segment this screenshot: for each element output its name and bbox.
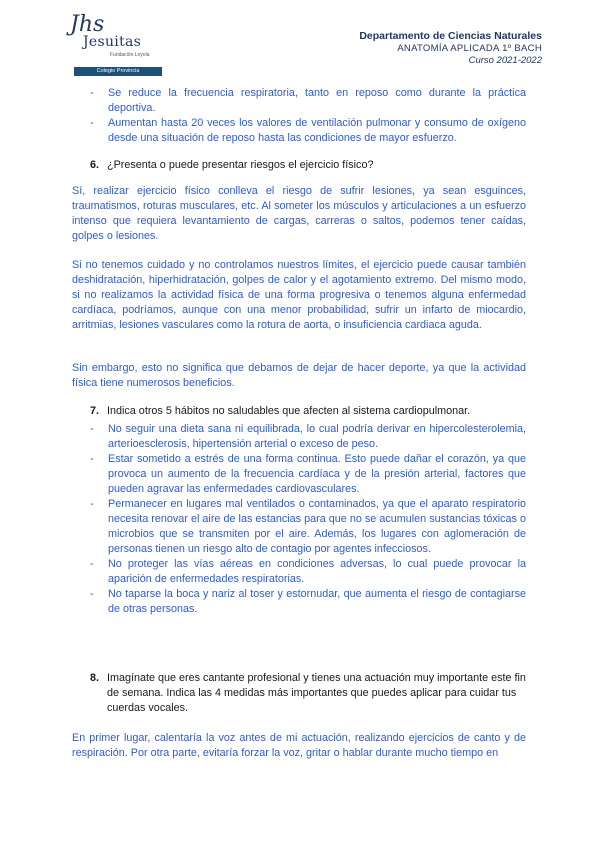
question-text: ¿Presenta o puede presentar riesgos el ejercicio físico? (107, 159, 374, 171)
question-6 (90, 158, 526, 173)
q6-answer-1: Sí, realizar ejercicio físico conlleva el riesgo de sufrir lesiones, ya sean esguinces, traumatismos, roturas musculares, etc. Al someter los músculos y articulaciones a un esfuerzo intenso que requiera levantamiento de cargas, carreras o saltos, podemos tener caídas, golpes o lesiones. (72, 185, 526, 242)
logo-name: Jesuitas (83, 34, 142, 50)
list-item: - No taparse la boca y nariz al toser y estornudar, que aumenta el riesgo de contagiarse de otras personas. (90, 587, 526, 617)
q7-list (90, 422, 526, 617)
school-logo (70, 12, 168, 74)
logo-subtitle: Fundación Loyola (110, 52, 150, 58)
logo-mark: Jhs (70, 12, 105, 37)
list-item: - No proteger las vías aéreas en condiciones adversas, lo cual puede provocar la aparición de enfermedades respiratorias. (90, 557, 526, 587)
question-7 (90, 404, 526, 419)
list-item: - Aumentan hasta 20 veces los valores de ventilación pulmonar y consumo de oxígeno desde una situación de reposo hasta las condiciones de mayor esfuerzo. (90, 116, 526, 146)
list-item: - Estar sometido a estrés de una forma continua. Esto puede dañar el corazón, ya que provoca un aumento de la frecuencia cardíaca y de la presión arterial, factores que pueden agravar las enfermedades cardiovasculares. (90, 452, 526, 497)
question-number: 6. (90, 159, 100, 171)
question-text: Imagínate que eres cantante profesional y tienes una actuación muy importante este fin de semana. Indica las 4 medidas más importantes que puedes aplicar para cuidar tus cuerdas vocales. (107, 672, 526, 714)
q6-answer-2: Si no tenemos cuidado y no controlamos nuestros límites, el ejercicio puede causar también deshidratación, hiperhidratación, golpes de calor y el agotamiento extremo. Del mismo modo, si no realizamos la actividad física de una forma progresiva o tenemos alguna enfermedad cardíaca, podríamos, aunque con una menor probabilidad, sufrir un infarto de miocardio, arritmias, lesiones vasculares como la rotura de aorta, o insuficiencia cardiaca aguda. (72, 259, 526, 331)
q8-answer: En primer lugar, calentaría la voz antes de mi actuación, realizando ejercicios de canto y de respiración. Por otra parte, evitaría forzar la voz, gritar o hablar durante mucho tiempo en (72, 732, 526, 759)
list-item: - Se reduce la frecuencia respiratoria, tanto en reposo como durante la práctica deportiva. (90, 86, 526, 116)
question-8 (90, 671, 526, 716)
question-number: 8. (90, 672, 100, 684)
top-list (90, 86, 526, 146)
list-item: - Permanecer en lugares mal ventilados o contaminados, ya que el aparato respiratorio necesita renovar el aire de las estancias para que no se acumulen sustancias tóxicas o microbios que se transmiten por el aire. Además, los lugares con aglomeración de personas tienen un riesgo alto de contagio por agentes infecciosos. (90, 497, 526, 557)
page-header (359, 30, 542, 67)
subject-title: ANATOMÍA APLICADA 1º BACH (397, 43, 542, 54)
question-number: 7. (90, 405, 100, 417)
logo-bar: Colegio Provincia (74, 67, 162, 76)
q6-answer-3: Sin embargo, esto no significa que debamos de dejar de hacer deporte, ya que la actividad física tiene numerosos beneficios. (72, 362, 526, 389)
question-text: Indica otros 5 hábitos no saludables que afecten al sistema cardiopulmonar. (107, 405, 471, 417)
department-title: Departamento de Ciencias Naturales (359, 30, 542, 42)
course-year: Curso 2021-2022 (468, 55, 542, 66)
list-item: - No seguir una dieta sana ni equilibrada, lo cual podría derivar en hipercolesterolemia, arterioesclerosis, hipertensión arterial o exceso de peso. (90, 422, 526, 452)
